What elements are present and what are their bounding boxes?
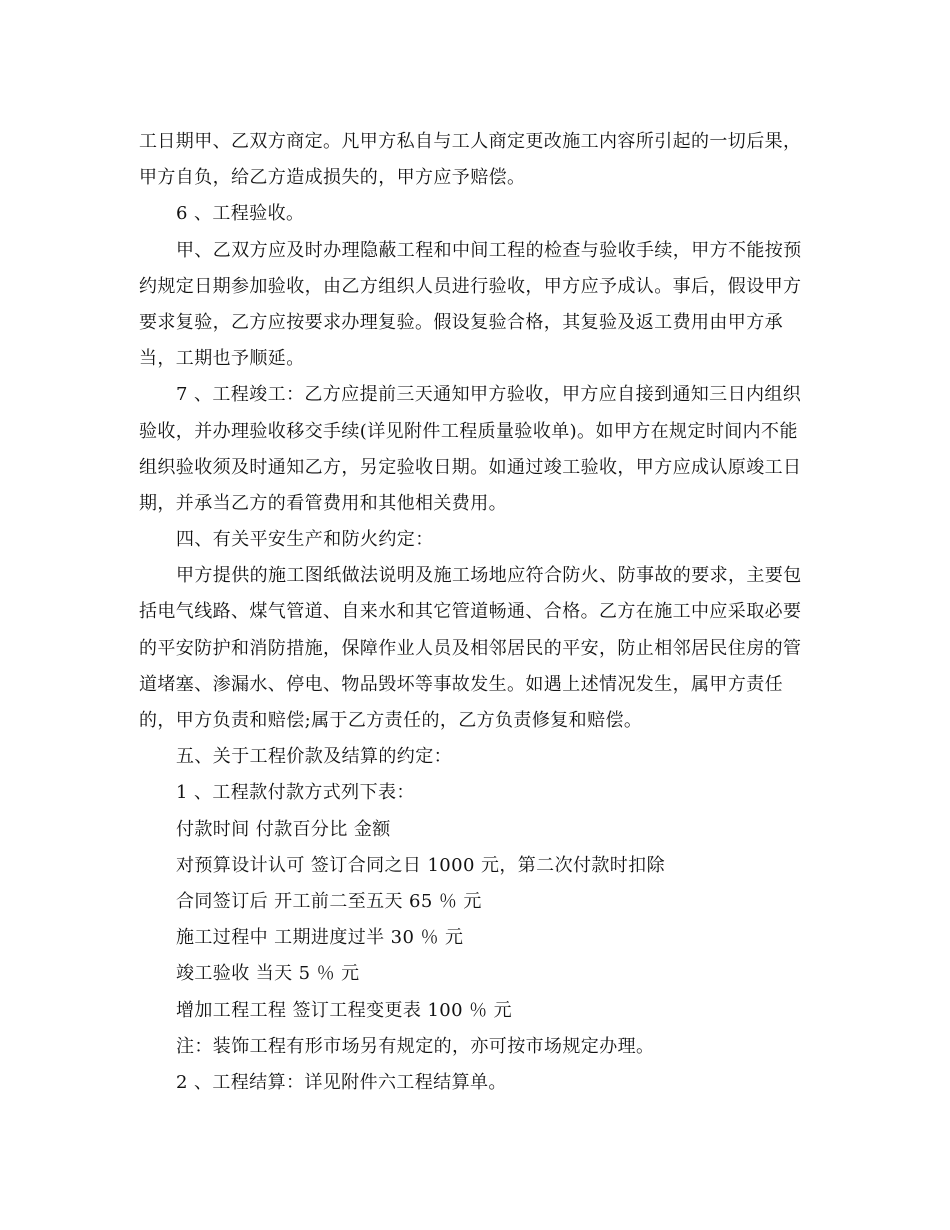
text-line: 2 、工程结算：详见附件六工程结算单。 bbox=[176, 1071, 507, 1093]
text-line: 括电气线路、煤气管道、自来水和其它管道畅通、合格。乙方在施工中应采取必要 bbox=[139, 601, 802, 623]
text-line: 合同签订后 开工前二至五天 65 ％ 元 bbox=[176, 890, 482, 912]
document-body bbox=[139, 124, 814, 1101]
text-line: 1 、工程款付款方式列下表： bbox=[176, 782, 415, 804]
text-line: 对预算设计认可 签订合同之日 1000 元，第二次付款时扣除 bbox=[176, 854, 665, 876]
text-line: 五、关于工程价款及结算的约定： bbox=[176, 746, 452, 768]
text-line: 竣工验收 当天 5 ％ 元 bbox=[176, 963, 360, 985]
text-line: 四、有关平安生产和防火约定： bbox=[176, 529, 434, 551]
text-line: 组织验收须及时通知乙方，另定验收日期。如通过竣工验收，甲方应成认原竣工日 bbox=[139, 456, 802, 478]
text-line: 增加工程工程 签订工程变更表 100 ％ 元 bbox=[176, 999, 513, 1021]
text-line: 约规定日期参加验收，由乙方组织人员进行验收，甲方应予成认。事后，假设甲方 bbox=[139, 275, 802, 297]
text-line: 注：装饰工程有形市场另有规定的，亦可按市场规定办理。 bbox=[176, 1035, 655, 1057]
text-line: 验收，并办理验收移交手续(详见附件工程质量验收单)。如甲方在规定时间内不能 bbox=[139, 420, 798, 442]
text-line: 施工过程中 工期进度过半 30 ％ 元 bbox=[176, 927, 464, 949]
text-line: 期，并承当乙方的看管费用和其他相关费用。 bbox=[139, 492, 507, 514]
text-line: 要求复验，乙方应按要求办理复验。假设复验合格，其复验及返工费用由甲方承 bbox=[139, 311, 783, 333]
text-line: 工日期甲、乙双方商定。凡甲方私自与工人商定更改施工内容所引起的一切后果， bbox=[139, 131, 802, 152]
text-line: 当，工期也予顺延。 bbox=[139, 348, 305, 370]
text-line: 的平安防护和消防措施，保障作业人员及相邻居民的平安，防止相邻居民住房的管 bbox=[139, 637, 802, 659]
text-line: 6 、工程验收。 bbox=[176, 203, 305, 225]
text-line: 甲、乙双方应及时办理隐蔽工程和中间工程的检查与验收手续，甲方不能按预 bbox=[176, 239, 802, 261]
text-line: 付款时间 付款百分比 金额 bbox=[176, 818, 391, 840]
text-line: 甲方自负，给乙方造成损失的，甲方应予赔偿。 bbox=[139, 167, 526, 189]
text-line: 甲方提供的施工图纸做法说明及施工场地应符合防火、防事故的要求，主要包 bbox=[176, 565, 802, 587]
text-line: 7 、工程竣工：乙方应提前三天通知甲方验收，甲方应自接到通知三日内组织 bbox=[176, 384, 802, 406]
text-line: 道堵塞、渗漏水、停电、物品毁坏等事故发生。如遇上述情况发生，属甲方责任 bbox=[139, 673, 783, 695]
text-line: 的，甲方负责和赔偿;属于乙方责任的，乙方负责修复和赔偿。 bbox=[139, 710, 643, 731]
